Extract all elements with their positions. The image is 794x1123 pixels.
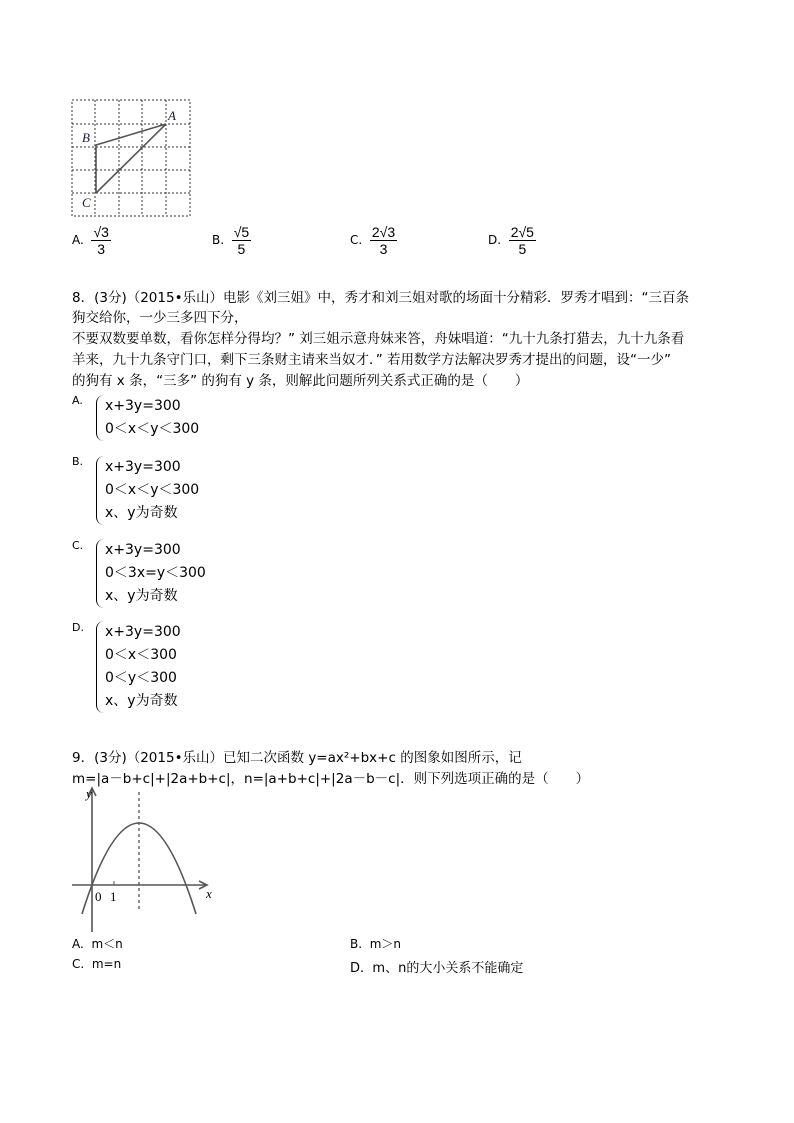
numerator: √5 [233, 224, 250, 240]
vertex-a-label: A [168, 108, 176, 123]
denominator: 5 [518, 241, 527, 257]
denominator: 5 [237, 241, 246, 257]
equation: x+3y=300 [105, 624, 181, 640]
equation: x+3y=300 [105, 542, 181, 558]
vertex-b-label: B [82, 130, 90, 145]
option-label: B. [350, 937, 363, 951]
q9-option-b[interactable] [350, 935, 401, 952]
numerator: 2√3 [371, 224, 396, 240]
grid-triangle-figure [60, 90, 200, 225]
option-label: C. [350, 233, 363, 247]
numerator: √3 [93, 224, 109, 240]
option-label: D. [488, 233, 502, 247]
q8-text-line: 羊来，九十九条守门口，剩下三条财主请来当奴才．” 若用数学方法解决罗秀才提出的问题，设“一少” [72, 352, 672, 368]
q8-option-a-system[interactable] [96, 395, 199, 441]
q8-option-d-label[interactable]: D. [72, 621, 84, 634]
inequality: 0＜x＜300 [105, 647, 177, 663]
q9-option-c[interactable] [72, 957, 121, 971]
q8-option-c-label[interactable]: C. [72, 539, 84, 552]
q8-text-line: 8．(3分)（2015•乐山）电影《刘三姐》中，秀才和刘三姐对歌的场面十分精彩．罗秀才唱到：“三百条 [72, 290, 690, 306]
option-label: D. [350, 961, 365, 976]
vertex-c-label: C [82, 195, 91, 210]
q8-text-line: 不要双数要单数，看你怎样分得均？” 刘三姐示意舟妹来答，舟妹唱道：“九十九条打猎去，九十九条看 [72, 331, 685, 347]
numerator: 2√5 [510, 224, 534, 240]
q7-option-c[interactable] [350, 224, 397, 257]
option-text: m、n的大小关系不能确定 [372, 961, 524, 976]
x-axis-label: x [206, 886, 212, 901]
condition: x、y为奇数 [105, 693, 178, 709]
tick-0-label: 0 [95, 889, 102, 904]
option-label: B. [212, 233, 225, 247]
denominator: 3 [97, 241, 106, 257]
option-label: A. [72, 233, 84, 247]
q7-option-b[interactable] [212, 224, 251, 257]
y-axis-label: y [86, 786, 92, 801]
q7-option-a[interactable] [72, 224, 111, 257]
condition: x、y为奇数 [105, 588, 178, 604]
q8-option-b-label[interactable]: B. [72, 455, 84, 468]
q9-text-line: 9．(3分)（2015•乐山）已知二次函数 y=ax²+bx+c 的图象如图所示，记 [72, 750, 522, 766]
option-text: m=n [91, 957, 122, 971]
condition: x、y为奇数 [105, 505, 178, 521]
tick-1-label: 1 [110, 889, 117, 904]
option-label: A. [72, 937, 84, 951]
q7-option-d[interactable] [488, 224, 536, 257]
q8-option-a-label[interactable]: A. [72, 394, 83, 407]
option-text: m＞n [369, 937, 401, 951]
q9-text-line: m=|a－b+c|+|2a+b+c|，n=|a+b+c|+|2a－b－c|．则下列选项正确的是（ ） [72, 771, 590, 787]
q9-option-d[interactable] [350, 957, 523, 976]
option-label: C. [72, 957, 85, 971]
option-text: m＜n [91, 937, 123, 951]
q8-text-line: 的狗有 x 条，“三多” 的狗有 y 条，则解此问题所列关系式正确的是（ ） [72, 373, 529, 389]
inequality: 0＜x＜y＜300 [105, 421, 200, 437]
parabola-graph [60, 782, 220, 932]
inequality: 0＜y＜300 [105, 670, 177, 686]
inequality: 0＜3x=y＜300 [105, 565, 206, 581]
inequality: 0＜x＜y＜300 [105, 482, 200, 498]
q9-option-a[interactable] [72, 935, 123, 952]
q8-option-b-system[interactable] [96, 456, 199, 525]
q8-option-d-system[interactable] [96, 621, 181, 713]
equation: x+3y=300 [105, 398, 181, 414]
denominator: 3 [379, 241, 388, 257]
equation: x+3y=300 [105, 459, 181, 475]
q8-option-c-system[interactable] [96, 539, 206, 608]
q8-text-line: 狗交给你，一少三多四下分， [72, 310, 248, 326]
